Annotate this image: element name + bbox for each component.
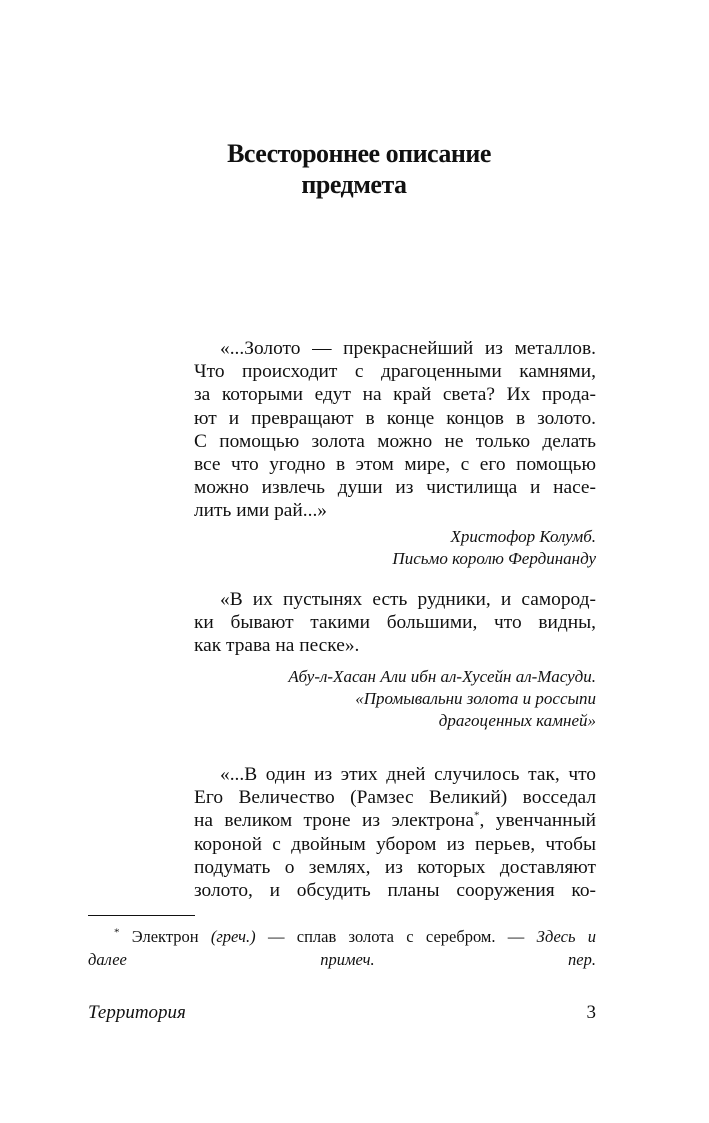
- quote-line: за которыми едут на край света? Их прода-: [194, 384, 596, 406]
- footnote-marker: *: [474, 809, 480, 822]
- quote-line: «...В один из этих дней случилось так, что: [220, 764, 596, 785]
- epigraph-ramses: [194, 763, 596, 902]
- footnote: [88, 925, 596, 971]
- chapter-title: [120, 138, 600, 200]
- quote-line: Что происходит с драгоценными камнями,: [194, 361, 596, 383]
- attribution-source: Письмо королю Фердинанду: [392, 548, 596, 568]
- footnote-lang: (греч.): [210, 927, 256, 946]
- quote-line: все что угодно в этом мире, с его помощью: [194, 454, 596, 476]
- page-number: 3: [586, 1002, 596, 1023]
- epigraph-attribution: [194, 666, 596, 732]
- quote-line: подумать о землях, из которых доставляют: [194, 856, 596, 878]
- attribution-author: Абу-л-Хасан Али ибн ал-Хусейн ал-Масуди.: [288, 666, 596, 686]
- attribution-source: «Промывальни золота и россыпи: [355, 688, 596, 708]
- quote-line: лить ими рай...»: [194, 500, 328, 522]
- footnote-term: Электрон: [131, 927, 199, 946]
- epigraph-quote: [194, 763, 596, 902]
- quote-text: , увенчанный: [479, 810, 596, 832]
- attribution-source: драгоценных камней»: [438, 710, 596, 730]
- epigraph-quote: [194, 588, 596, 658]
- epigraph-attribution: [194, 526, 596, 570]
- footnote-note: Здесь и: [536, 927, 596, 946]
- attribution-author: Христофор Колумб.: [450, 526, 596, 546]
- footnote-divider: [88, 915, 195, 916]
- chapter-title-line-2: предмета: [301, 170, 407, 199]
- quote-line: можно извлечь души из чистилища и насе-: [194, 477, 596, 499]
- epigraph-columbus: [194, 337, 596, 570]
- footnote-text: — сплав золота с серебром. —: [267, 927, 525, 946]
- quote-line: ки бывают такими большими, что видны,: [194, 612, 596, 634]
- running-footer-title: Территория: [88, 1002, 186, 1023]
- footnote-line: [88, 925, 596, 948]
- footnote-marker: *: [114, 926, 120, 939]
- quote-line: [194, 809, 596, 832]
- chapter-title-line-1: Всестороннее описание: [227, 139, 491, 168]
- epigraph-masudi: [194, 588, 596, 732]
- epigraph-quote: [194, 337, 596, 523]
- footnote-note: далее примеч. пер.: [88, 950, 596, 969]
- quote-line: ют и превращают в конце концов в золото.: [194, 407, 596, 429]
- quote-line: «...Золото — прекраснейший из металлов.: [220, 338, 596, 359]
- quote-line: золото, и обсудить планы сооружения ко-: [194, 880, 596, 902]
- footnote-line: [88, 948, 596, 971]
- quote-line: короной с двойным убором из перьев, чтобы: [194, 833, 596, 855]
- quote-line: как трава на песке».: [194, 635, 360, 657]
- quote-line: «В их пустынях есть рудники, и самород-: [220, 589, 596, 610]
- quote-text: на великом троне из электрона: [194, 810, 474, 832]
- quote-line: Его Величество (Рамзес Великий) восседал: [194, 787, 596, 809]
- quote-line: С помощью золота можно не только делать: [194, 430, 596, 452]
